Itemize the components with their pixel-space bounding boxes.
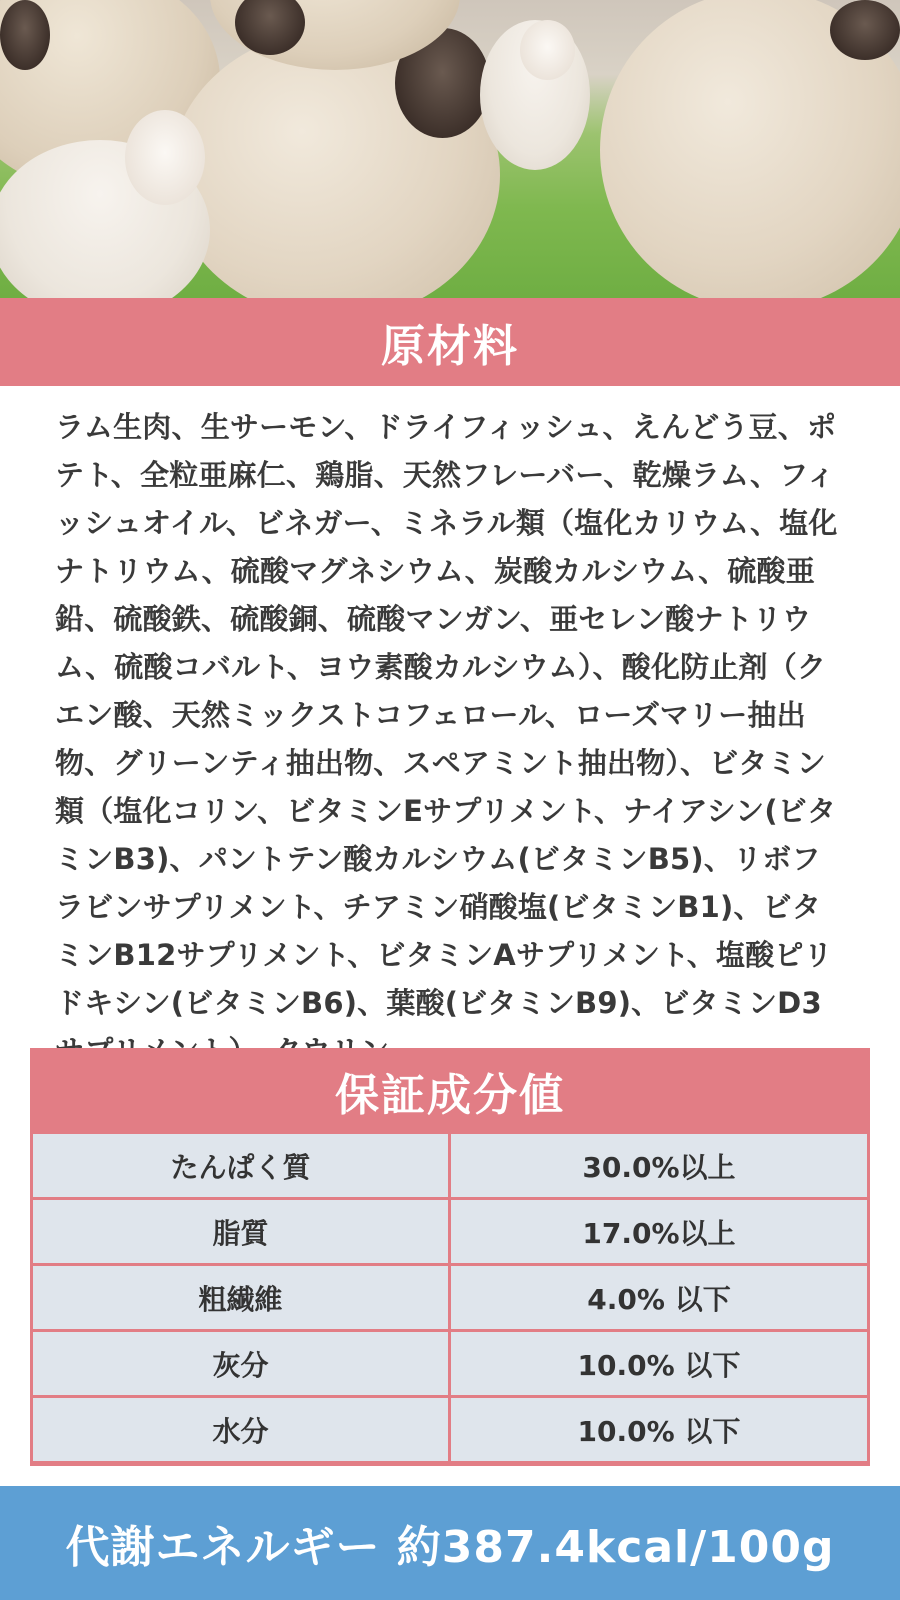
nutrient-label: 粗繊維 (33, 1266, 448, 1329)
guaranteed-analysis-table (30, 1048, 870, 1466)
table-row (33, 1332, 867, 1395)
ingredients-text: ラム生肉、生サーモン、ドライフィッシュ、えんどう豆、ポテト、全粒亜麻仁、鶏脂、天然フレーバー、乾燥ラム、フィッシュオイル、ビネガー、ミネラル類（塩化カリウム、塩化ナトリウム、硫酸マグネシウム、炭酸カルシウム、硫酸亜鉛、硫酸鉄、硫酸銅、硫酸マンガン、亜セレン酸ナトリウム、硫酸コバルト、ヨウ素酸カルシウム）、酸化防止剤（クエン酸、天然ミックストコフェロール、ローズマリー抽出物、グリーンティ抽出物、スペアミント抽出物）、ビタミン類（塩化コリン、ビタミンEサプリメント、ナイアシン(ビタミンB3)、パントテン酸カルシウム(ビタミンB5)、リボフラビンサプリメント、チアミン硝酸塩(ビタミンB1)、ビタミンB12サプリメント、ビタミンAサプリメント、塩酸ピリドキシン(ビタミンB6)、葉酸(ビタミンB9)、ビタミンD3 (55, 410, 838, 1020)
guaranteed-analysis-title: 保証成分値 (335, 1070, 565, 1121)
sheep-right-face (830, 0, 900, 60)
nutrient-value: 30.0%以上 (451, 1134, 867, 1197)
hero-photo (0, 0, 900, 298)
nutrient-label: 脂質 (33, 1200, 448, 1263)
sheep-distant-face (520, 20, 575, 80)
table-row (33, 1398, 867, 1461)
energy-text: 代謝エネルギー 約387.4kcal/100g (65, 1522, 835, 1573)
nutrient-value: 10.0% 以下 (451, 1398, 867, 1461)
nutrient-label: たんぱく質 (33, 1134, 448, 1197)
table-row (33, 1134, 867, 1197)
lamb-face (125, 110, 205, 205)
sheep-face-far-left (0, 0, 50, 70)
table-row (33, 1200, 867, 1263)
table-row (33, 1266, 867, 1329)
nutrient-value: 10.0% 以下 (451, 1332, 867, 1395)
nutrient-value: 17.0%以上 (451, 1200, 867, 1263)
nutrient-value: 4.0% 以下 (451, 1266, 867, 1329)
metabolizable-energy-banner (0, 1486, 900, 1600)
ingredients-title: 原材料 (381, 321, 519, 372)
ingredients-header (0, 298, 900, 386)
nutrient-label: 灰分 (33, 1332, 448, 1395)
nutrient-label: 水分 (33, 1398, 448, 1461)
analysis-rows (33, 1134, 867, 1461)
